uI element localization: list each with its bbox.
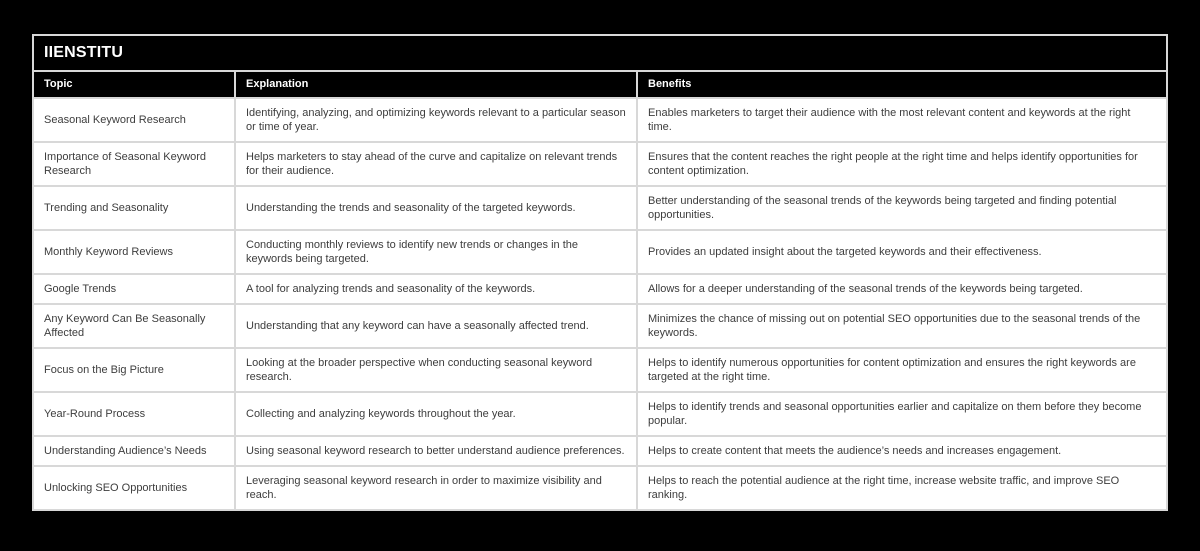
benefits-cell: Allows for a deeper understanding of the seasonal trends of the keywords being targeted. <box>638 275 1166 303</box>
table-row <box>34 393 1166 435</box>
explanation-cell: A tool for analyzing trends and seasonality of the keywords. <box>236 275 636 303</box>
explanation-cell: Understanding the trends and seasonality of the targeted keywords. <box>236 187 636 229</box>
topic-cell: Seasonal Keyword Research <box>34 99 234 141</box>
benefits-cell: Helps to create content that meets the audience’s needs and increases engagement. <box>638 437 1166 465</box>
benefits-cell: Helps to identify numerous opportunities for content optimization and ensures the right keywords are targeted at the right time. <box>638 349 1166 391</box>
topic-cell: Monthly Keyword Reviews <box>34 231 234 273</box>
column-header-explanation: Explanation <box>236 72 636 97</box>
column-header-topic: Topic <box>34 72 234 97</box>
benefits-cell: Provides an updated insight about the targeted keywords and their effectiveness. <box>638 231 1166 273</box>
topic-cell: Unlocking SEO Opportunities <box>34 467 234 509</box>
table-row <box>34 143 1166 185</box>
table-row <box>34 231 1166 273</box>
explanation-cell: Understanding that any keyword can have a seasonally affected trend. <box>236 305 636 347</box>
explanation-cell: Identifying, analyzing, and optimizing keywords relevant to a particular season or time of year. <box>236 99 636 141</box>
topic-cell: Focus on the Big Picture <box>34 349 234 391</box>
explanation-cell: Looking at the broader perspective when conducting seasonal keyword research. <box>236 349 636 391</box>
explanation-cell: Helps marketers to stay ahead of the curve and capitalize on relevant trends for their audience. <box>236 143 636 185</box>
table-row <box>34 305 1166 347</box>
table-row <box>34 99 1166 141</box>
benefits-cell: Ensures that the content reaches the right people at the right time and helps identify opportunities for content optimization. <box>638 143 1166 185</box>
benefits-cell: Minimizes the chance of missing out on potential SEO opportunities due to the seasonal trends of the keywords. <box>638 305 1166 347</box>
explanation-cell: Collecting and analyzing keywords throughout the year. <box>236 393 636 435</box>
topic-cell: Importance of Seasonal Keyword Research <box>34 143 234 185</box>
table-row <box>34 467 1166 509</box>
benefits-cell: Better understanding of the seasonal trends of the keywords being targeted and finding potential opportunities. <box>638 187 1166 229</box>
table-row <box>34 349 1166 391</box>
column-header-row <box>34 72 1166 97</box>
explanation-cell: Conducting monthly reviews to identify new trends or changes in the keywords being targeted. <box>236 231 636 273</box>
explanation-cell: Using seasonal keyword research to better understand audience preferences. <box>236 437 636 465</box>
topic-cell: Understanding Audience’s Needs <box>34 437 234 465</box>
topic-cell: Trending and Seasonality <box>34 187 234 229</box>
table-row <box>34 187 1166 229</box>
topic-cell: Year-Round Process <box>34 393 234 435</box>
title-row <box>34 36 1166 70</box>
benefits-cell: Enables marketers to target their audience with the most relevant content and keywords at the right time. <box>638 99 1166 141</box>
table-body <box>34 99 1166 509</box>
table-row <box>34 437 1166 465</box>
topic-cell: Google Trends <box>34 275 234 303</box>
table-title: IIENSTITU <box>34 36 1166 70</box>
column-header-benefits: Benefits <box>638 72 1166 97</box>
benefits-cell: Helps to identify trends and seasonal opportunities earlier and capitalize on them before they become popular. <box>638 393 1166 435</box>
table-row <box>34 275 1166 303</box>
topic-cell: Any Keyword Can Be Seasonally Affected <box>34 305 234 347</box>
explanation-cell: Leveraging seasonal keyword research in order to maximize visibility and reach. <box>236 467 636 509</box>
benefits-cell: Helps to reach the potential audience at the right time, increase website traffic, and improve SEO ranking. <box>638 467 1166 509</box>
seasonal-keyword-table <box>32 34 1168 511</box>
